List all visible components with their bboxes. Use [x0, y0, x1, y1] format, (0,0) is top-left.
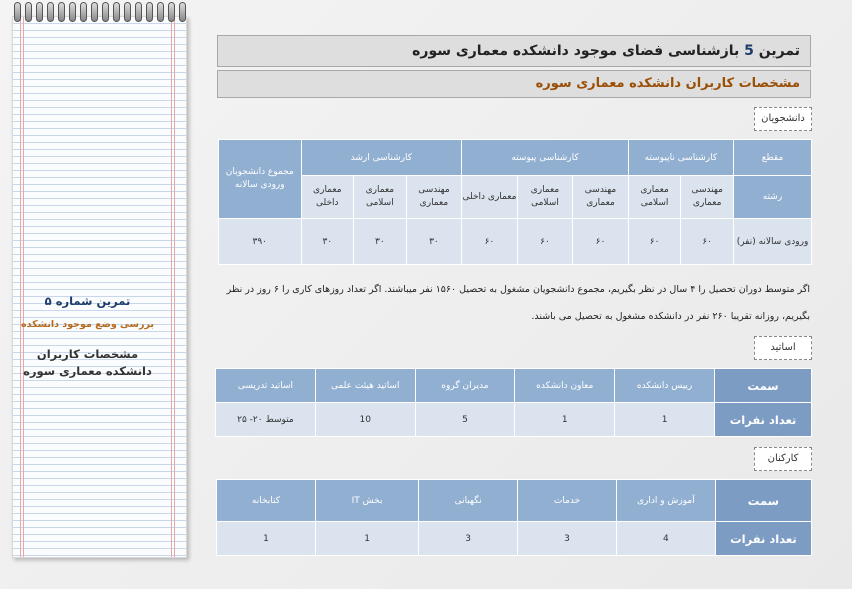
spiral-binding: [14, 2, 186, 24]
value-cell: 3: [518, 522, 617, 556]
group-karshenasi-arshad: کارشناسی ارشد: [301, 140, 462, 176]
reshte-label: رشته: [733, 176, 811, 219]
major-cell: معماری اسلامی: [354, 176, 407, 219]
value-cell: ۶۰: [462, 219, 518, 265]
column-header: اساتید هیئت علمی: [315, 369, 415, 403]
value-cell: 1: [315, 522, 418, 556]
value-cell: ۶۰: [517, 219, 573, 265]
value-cell: ۳۰: [406, 219, 462, 265]
professors-table: [215, 368, 812, 437]
value-cell: 4: [616, 522, 715, 556]
paragraph-line: اگر متوسط دوران تحصیل را ۴ سال در نظر بگیریم، مجموع دانشجویان مشغول به تحصیل ۱۵۶۰ نفر میباشند. اگر تعداد روزهای کاری را ۶ روز در نظر: [226, 284, 810, 295]
value-cell: ۶۰: [681, 219, 734, 265]
sidebar-subtitle: بررسی وضع موجود دانشکده: [21, 319, 154, 330]
column-header: خدمات: [518, 480, 617, 522]
group-karshenasi-napeyvaste: کارشناسی ناپیوسته: [628, 140, 733, 176]
total-label: مجموع دانشجویان ورودی سالانه: [219, 140, 302, 219]
group-karshenasi-peyvaste: کارشناسی پیوسته: [462, 140, 629, 176]
column-header: نگهبانی: [419, 480, 518, 522]
column-header: اساتید تدریسی: [216, 369, 316, 403]
major-cell: مهندسی معماری: [573, 176, 629, 219]
page-title-bar: [217, 35, 811, 67]
staff-table: [216, 479, 812, 556]
column-header: مدیران گروه: [415, 369, 515, 403]
title-prefix: تمرین: [758, 43, 800, 59]
major-cell: معماری داخلی: [462, 176, 518, 219]
count-header: تعداد نفرات: [715, 522, 811, 556]
value-cell: متوسط ۲۰- ۲۵: [216, 403, 316, 437]
value-cell: 10: [315, 403, 415, 437]
entry-label: ورودی سالانه (نفر): [733, 219, 811, 265]
role-header: سمت: [715, 369, 812, 403]
column-header: معاون دانشکده: [515, 369, 615, 403]
value-cell: ۶۰: [628, 219, 681, 265]
sidebar-title: تمرین شماره ۵: [44, 294, 131, 308]
paragraph-line: بگیریم، روزانه تقریبا ۲۶۰ نفر در دانشکده مشغول به تحصیل می باشند.: [531, 311, 810, 322]
professors-tag: اساتید: [754, 336, 812, 360]
value-cell: 5: [415, 403, 515, 437]
value-cell: 1: [217, 522, 316, 556]
sidebar-description: مشخصات کاربران دانشکده معماری سوره: [23, 347, 152, 378]
notebook-panel: [12, 16, 187, 558]
staff-tag: کارکنان: [754, 447, 812, 471]
column-header: بخش IT: [315, 480, 418, 522]
role-header: سمت: [715, 480, 811, 522]
column-header: آموزش و اداری: [616, 480, 715, 522]
major-cell: مهندسی معماری: [406, 176, 462, 219]
count-header: تعداد نفرات: [715, 403, 812, 437]
page-subtitle: مشخصات کاربران دانشکده معماری سوره: [217, 70, 811, 98]
students-paragraph: [220, 276, 810, 330]
students-table: [218, 139, 812, 265]
value-cell: 1: [615, 403, 715, 437]
value-cell: 3: [419, 522, 518, 556]
value-cell: ۳۰: [354, 219, 407, 265]
major-cell: معماری داخلی: [301, 176, 354, 219]
students-tag: دانشجویان: [754, 107, 812, 131]
maqta-label: مقطع: [733, 140, 811, 176]
total-value: ۳۹۰: [219, 219, 302, 265]
column-header: رییس دانشکده: [615, 369, 715, 403]
major-cell: مهندسی معماری: [681, 176, 734, 219]
major-cell: معماری اسلامی: [628, 176, 681, 219]
page-title: بازشناسی فضای موجود دانشکده معماری سوره: [412, 43, 740, 59]
value-cell: ۳۰: [301, 219, 354, 265]
exercise-number: 5: [744, 43, 754, 59]
column-header: کتابخانه: [217, 480, 316, 522]
value-cell: ۶۰: [573, 219, 629, 265]
major-cell: معماری اسلامی: [517, 176, 573, 219]
value-cell: 1: [515, 403, 615, 437]
